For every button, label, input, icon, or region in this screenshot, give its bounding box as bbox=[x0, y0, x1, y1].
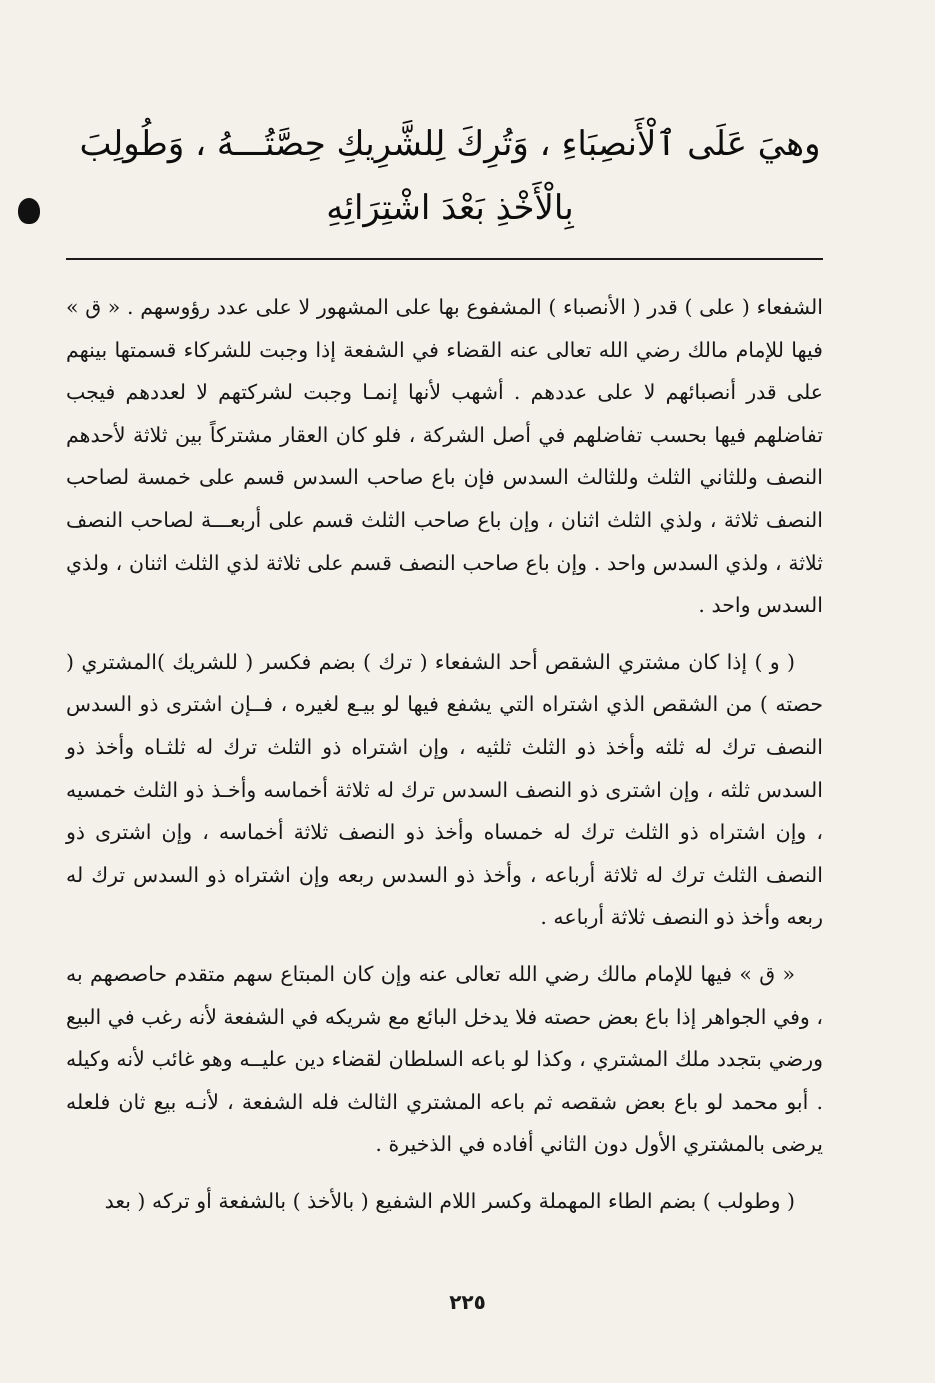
heading-line-1: وهيَ عَلَى ٱلْأَنصِبَاءِ ، وَتُرِكَ لِلشَّرِيكِ حِصَّتُـــهُ ، وَطُولِبَ bbox=[79, 124, 821, 164]
paragraph-1: الشفعاء ( على ) قدر ( الأنصباء ) المشفوع بها على المشهور لا على عدد رؤوسهم . « ق » فيها للإمام مالك رضي الله تعالى عنه القضاء في الشفعة إذا وجبت للشركاء قسمتها بينهم على قدر أنصبائهم لا على عددهم . أشهب لأنها إنمـا وجبت لشركتهم لا لعددهم فيجب تفاضلهم فيها بحسب تفاضلهم في أصل الشركة ، فلو كان العقار مشتركاً بين ثلاثة لأحدهم النصف وللثاني الثلث وللثالث السدس فإن باع صاحب السدس قسم على خمسة لصاحب النصف ثلاثة ، ولذي الثلث اثنان ، وإن باع صاحب الثلث قسم على أربعـــة لصاحب النصف ثلاثة ، ولذي السدس واحد . وإن باع صاحب النصف قسم على ثلاثة لذي الثلث اثنان ، ولذي السدس واحد . bbox=[66, 295, 823, 618]
paragraph-3: « ق » فيها للإمام مالك رضي الله تعالى عنه وإن كان المبتاع سهم متقدم حاصصهم به ، وفي الجواهر إذا باع بعض حصته فلا يدخل البائع مع شريكه في الشفعة لأنه رغب في البيع ورضي بتجدد ملك المشتري ، وكذا لو باعه السلطان لقضاء دين عليــه وهو غائب لأنه وكيله . أبو محمد لو باع بعض شقصه ثم باعه المشتري الثالث فله الشفعة ، لأنـه بيع ثان فلعله يرضى بالمشتري الأول دون الثاني أفاده في الذخيرة . bbox=[66, 961, 823, 1157]
ink-dot-mark bbox=[18, 198, 40, 224]
page-number: ٢٢٥ bbox=[449, 1290, 486, 1314]
paragraph-2: ( و ) إذا كان مشتري الشقص أحد الشفعاء ( ترك ) بضم فكسر ( للشريك )المشتري ( حصته ) من الشقص الذي اشتراه التي يشفع فيها لو بيـع لغيره ، فــإن اشترى ذو السدس النصف ترك له ثلثه وأخذ ذو الثلث ثلثيه ، وإن اشتراه ذو الثلث ترك له ثلثـاه وأخذ ذو السدس ثلثه ، وإن اشترى ذو النصف السدس ترك له ثلاثة أخماسه وأخـذ ذو الثلث خمسيه ، وإن اشتراه ذو الثلث ترك له خمساه وأخذ ذو النصف ثلاثة أخماسه ، وإن اشترى ذو النصف الثلث ترك له ثلاثة أرباعه ، وأخذ ذو السدس ربعه وإن اشتراه ذو السدس ترك له ربعه وأخذ ذو النصف ثلاثة أرباعه . bbox=[66, 649, 823, 930]
heading-line-2: بِالْأَخْذِ بَعْدَ اشْتِرَائِهِ bbox=[326, 188, 574, 228]
heading-divider bbox=[66, 258, 823, 260]
commentary-body bbox=[66, 286, 823, 1222]
paragraph-4: ( وطولب ) بضم الطاء المهملة وكسر اللام الشفيع ( بالأخذ ) بالشفعة أو تركه ( بعد bbox=[104, 1188, 795, 1213]
